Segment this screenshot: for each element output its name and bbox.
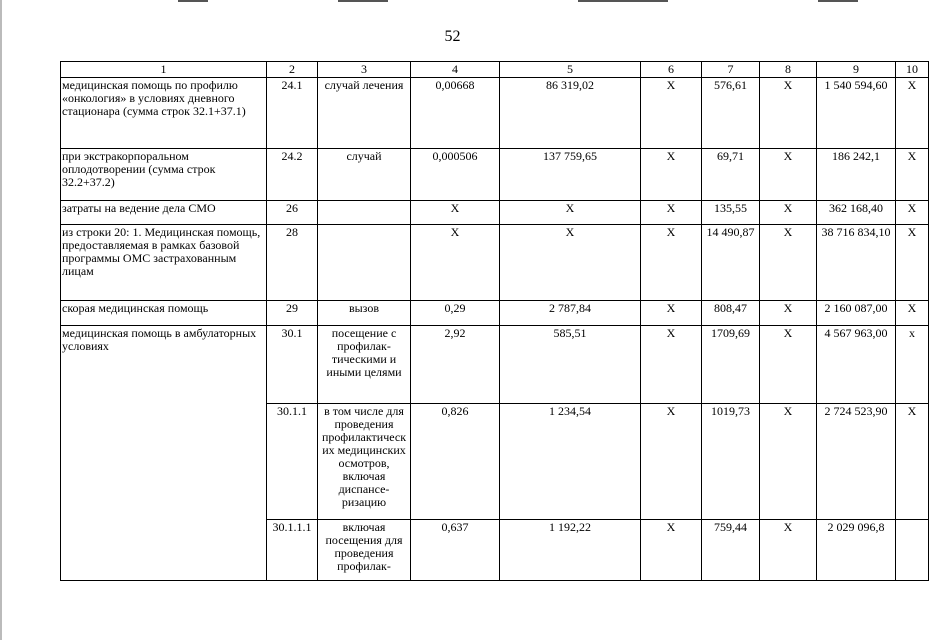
- scan-artifact: [178, 0, 208, 2]
- column-header: 5: [500, 62, 641, 78]
- value-cell: X: [641, 149, 702, 201]
- value-cell: X: [500, 225, 641, 301]
- table-row: [61, 520, 929, 581]
- value-cell: 2 160 087,00: [817, 301, 896, 326]
- value-cell: 38 716 834,10: [817, 225, 896, 301]
- scan-artifact: [818, 0, 858, 2]
- value-cell: 69,71: [702, 149, 760, 201]
- unit-cell: посещение с профилак-тическими и иными целями: [318, 326, 411, 404]
- value-cell: 2 787,84: [500, 301, 641, 326]
- value-cell: X: [896, 201, 929, 225]
- value-cell: 0,000506: [411, 149, 500, 201]
- value-cell: 135,55: [702, 201, 760, 225]
- scan-artifact: [338, 0, 388, 2]
- row-number: 29: [267, 301, 318, 326]
- table-row: [61, 201, 929, 225]
- budget-table: [60, 61, 929, 581]
- row-number: 30.1.1: [267, 404, 318, 520]
- column-number-row: [61, 62, 929, 78]
- value-cell: X: [641, 225, 702, 301]
- value-cell: X: [641, 201, 702, 225]
- unit-cell: случай лечения: [318, 78, 411, 149]
- table-row: [61, 225, 929, 301]
- row-label: затраты на ведение дела СМО: [61, 201, 267, 225]
- value-cell: X: [760, 404, 817, 520]
- value-cell: X: [760, 78, 817, 149]
- unit-cell: вызов: [318, 301, 411, 326]
- row-number: 24.1: [267, 78, 318, 149]
- column-header: 2: [267, 62, 318, 78]
- value-cell: 362 168,40: [817, 201, 896, 225]
- table-row: [61, 78, 929, 149]
- value-cell: X: [641, 404, 702, 520]
- value-cell: 1019,73: [702, 404, 760, 520]
- value-cell: 1709,69: [702, 326, 760, 404]
- value-cell: 585,51: [500, 326, 641, 404]
- value-cell: 759,44: [702, 520, 760, 581]
- value-cell: X: [760, 201, 817, 225]
- value-cell: 0,826: [411, 404, 500, 520]
- value-cell: 1 540 594,60: [817, 78, 896, 149]
- value-cell: X: [896, 301, 929, 326]
- unit-cell: в том числе для проведения профилактическ их медицинских осмотров, включая диспансе-ризацию: [318, 404, 411, 520]
- value-cell: 2,92: [411, 326, 500, 404]
- row-number: 26: [267, 201, 318, 225]
- scan-artifact: [578, 0, 668, 2]
- unit-cell: включая посещения для проведения профилак-: [318, 520, 411, 581]
- value-cell: X: [760, 149, 817, 201]
- column-header: 4: [411, 62, 500, 78]
- column-header: 1: [61, 62, 267, 78]
- table-row: [61, 326, 929, 404]
- unit-cell: [318, 201, 411, 225]
- page-edge-shadow: [0, 0, 2, 640]
- table-row: [61, 301, 929, 326]
- value-cell: X: [896, 149, 929, 201]
- unit-cell: случай: [318, 149, 411, 201]
- row-label: медицинская помощь по профилю «онкология» в условиях дневного стационара (сумма строк 32.1+37.1): [61, 78, 267, 149]
- column-header: 9: [817, 62, 896, 78]
- table-row: [61, 149, 929, 201]
- page-number: 52: [444, 28, 461, 45]
- value-cell: 0,637: [411, 520, 500, 581]
- row-number: 24.2: [267, 149, 318, 201]
- row-number: 30.1: [267, 326, 318, 404]
- column-header: 6: [641, 62, 702, 78]
- value-cell: X: [641, 520, 702, 581]
- row-number: 30.1.1.1: [267, 520, 318, 581]
- value-cell: 0,29: [411, 301, 500, 326]
- row-label: медицинская помощь в амбулаторных условиях: [61, 326, 267, 404]
- value-cell: X: [760, 225, 817, 301]
- value-cell: X: [500, 201, 641, 225]
- value-cell: X: [896, 404, 929, 520]
- value-cell: X: [411, 201, 500, 225]
- value-cell: X: [760, 301, 817, 326]
- column-header: 10: [896, 62, 929, 78]
- row-number: 28: [267, 225, 318, 301]
- value-cell: 14 490,87: [702, 225, 760, 301]
- value-cell: 808,47: [702, 301, 760, 326]
- row-label: [61, 520, 267, 581]
- value-cell: X: [411, 225, 500, 301]
- value-cell: 576,61: [702, 78, 760, 149]
- row-label: при экстракорпоральном оплодотворении (сумма строк 32.2+37.2): [61, 149, 267, 201]
- value-cell: 4 567 963,00: [817, 326, 896, 404]
- value-cell: X: [641, 326, 702, 404]
- row-label: из строки 20: 1. Медицинская помощь, предоставляемая в рамках базовой программы ОМС застрахованным лицам: [61, 225, 267, 301]
- value-cell: 137 759,65: [500, 149, 641, 201]
- value-cell: 0,00668: [411, 78, 500, 149]
- value-cell: X: [641, 301, 702, 326]
- value-cell: X: [760, 326, 817, 404]
- value-cell: 186 242,1: [817, 149, 896, 201]
- value-cell: X: [641, 78, 702, 149]
- value-cell: [896, 520, 929, 581]
- value-cell: X: [896, 225, 929, 301]
- value-cell: 1 192,22: [500, 520, 641, 581]
- unit-cell: [318, 225, 411, 301]
- value-cell: 86 319,02: [500, 78, 641, 149]
- column-header: 7: [702, 62, 760, 78]
- value-cell: 2 029 096,8: [817, 520, 896, 581]
- table-row: [61, 404, 929, 520]
- column-header: 3: [318, 62, 411, 78]
- value-cell: 1 234,54: [500, 404, 641, 520]
- column-header: 8: [760, 62, 817, 78]
- value-cell: X: [760, 520, 817, 581]
- value-cell: 2 724 523,90: [817, 404, 896, 520]
- value-cell: X: [896, 78, 929, 149]
- row-label: скорая медицинская помощь: [61, 301, 267, 326]
- value-cell: x: [896, 326, 929, 404]
- row-label: [61, 404, 267, 520]
